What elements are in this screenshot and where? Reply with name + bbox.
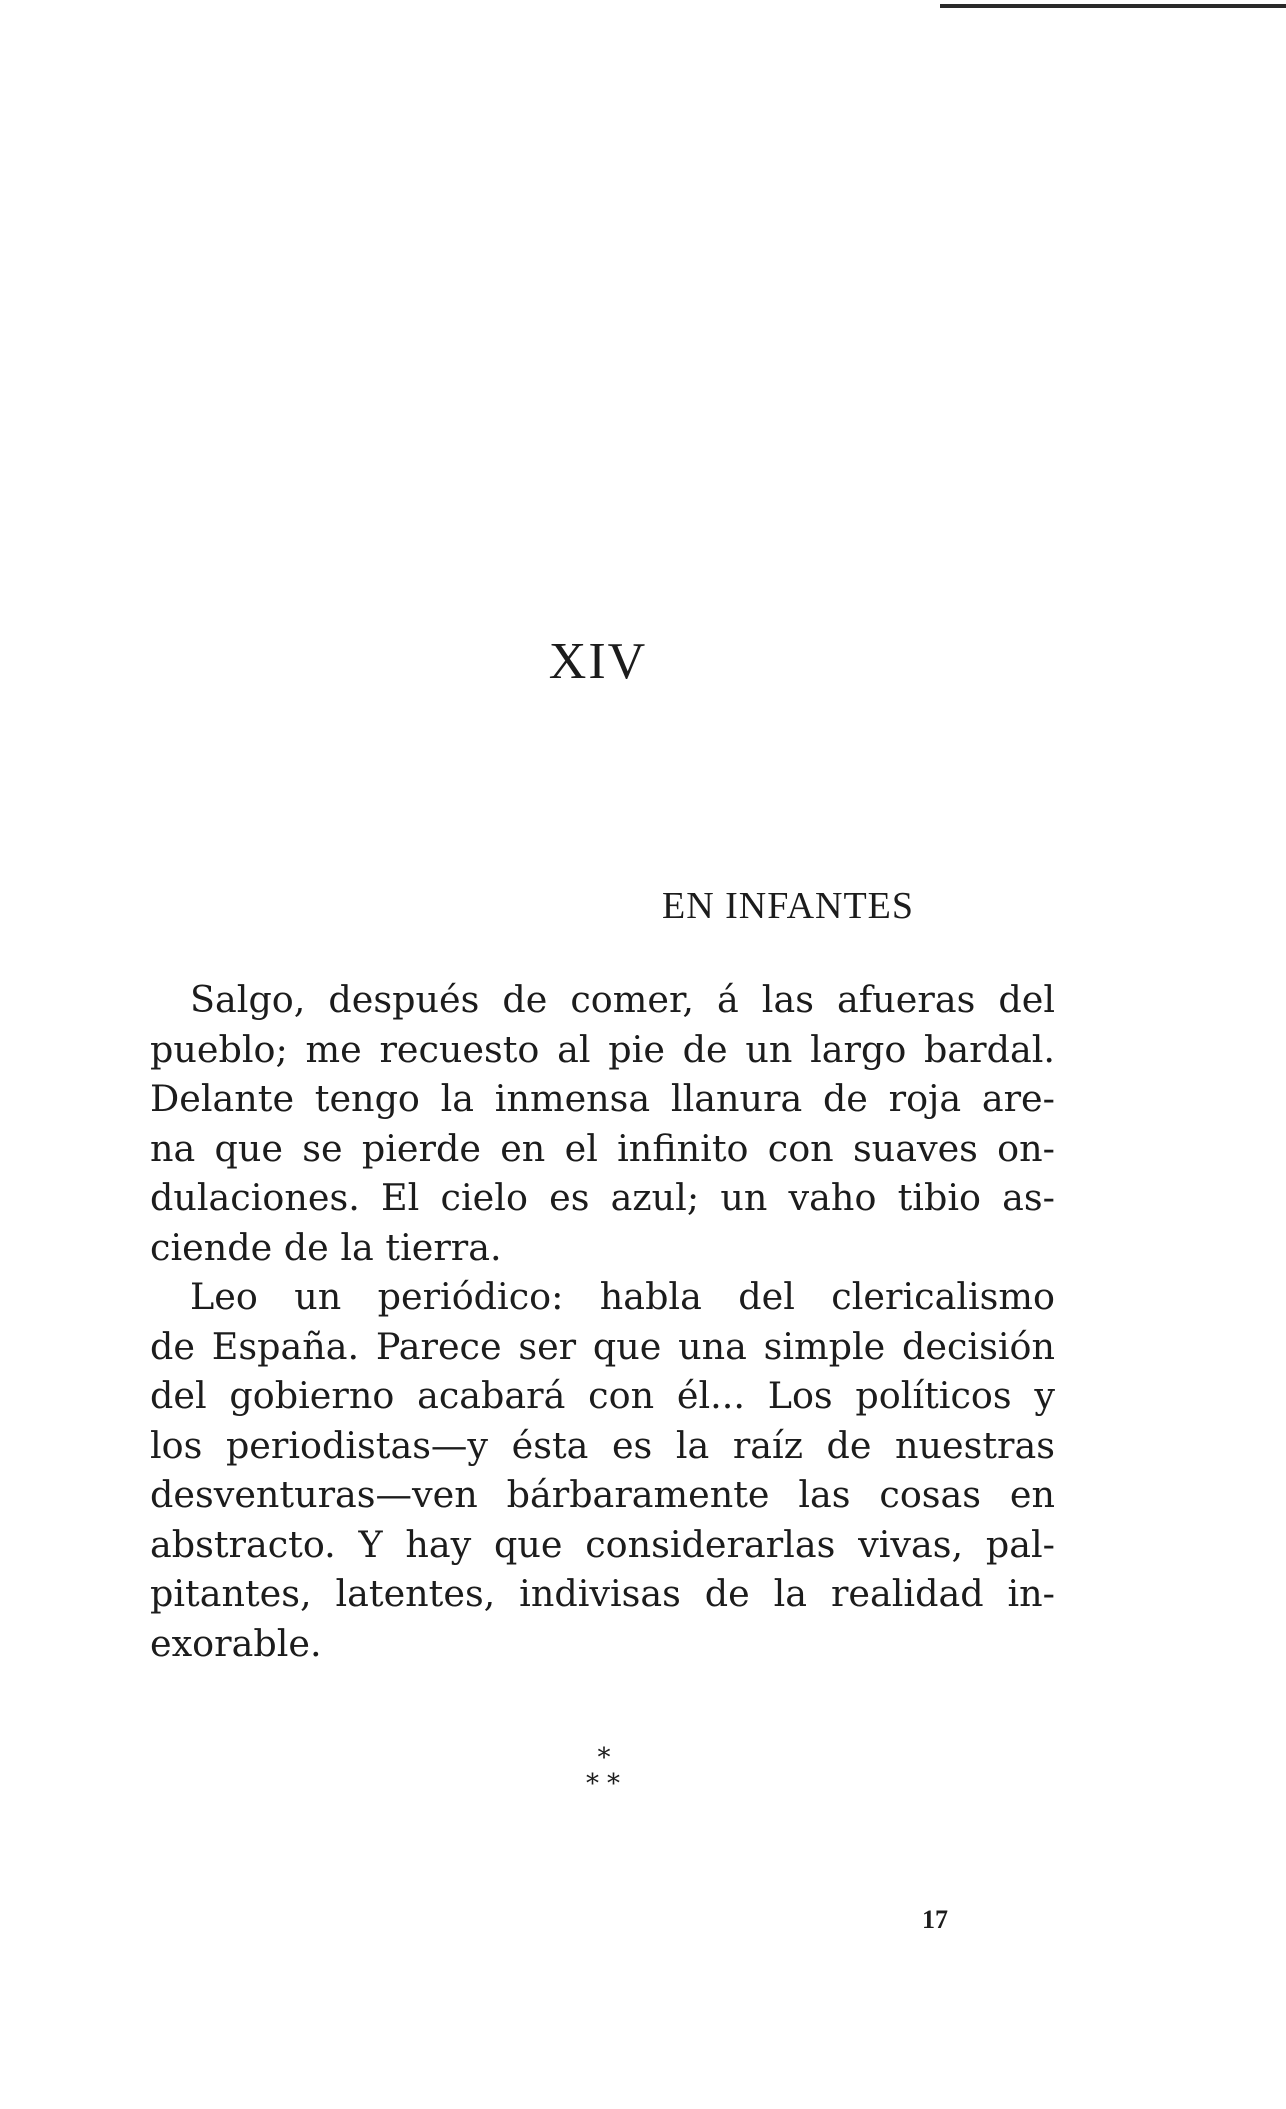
text-line: Leo un periódico: habla del clericalismo	[190, 1275, 1055, 1318]
text-line: pueblo; me recuesto al pie de un largo bardal.	[150, 1027, 1055, 1071]
top-edge-rule	[940, 4, 1286, 8]
text-line: desventuras—ven bárbaramente las cosas en	[150, 1473, 1055, 1516]
asterism-bottom: **	[586, 1769, 628, 1799]
text-line: pitantes, latentes, indivisas de la realidad in-	[150, 1572, 1055, 1615]
text-line: na que se pierde en el infinito con suaves on-	[150, 1126, 1055, 1170]
asterism-top: *	[597, 1743, 611, 1773]
body-text	[150, 975, 1055, 1668]
chapter-title: EN INFANTES	[662, 885, 915, 927]
asterism-divider	[574, 1745, 634, 1797]
text-line: Salgo, después de comer, á las afueras del	[190, 978, 1055, 1021]
page-number: 17	[922, 1905, 948, 1934]
text-line: Delante tengo la inmensa llanura de roja are-	[150, 1077, 1055, 1120]
text-line: exorable.	[150, 1621, 322, 1665]
text-line: del gobierno acabará con él... Los políticos y	[150, 1374, 1055, 1417]
text-line: dulaciones. El cielo es azul; un vaho tibio as-	[150, 1176, 1055, 1219]
chapter-number: XIV	[548, 633, 648, 690]
text-line: abstracto. Y hay que considerarlas vivas, pal-	[150, 1522, 1055, 1566]
text-line: de España. Parece ser que una simple decisión	[150, 1324, 1055, 1368]
text-line: los periodistas—y ésta es la raíz de nuestras	[150, 1423, 1055, 1467]
text-line: ciende de la tierra.	[150, 1225, 502, 1269]
